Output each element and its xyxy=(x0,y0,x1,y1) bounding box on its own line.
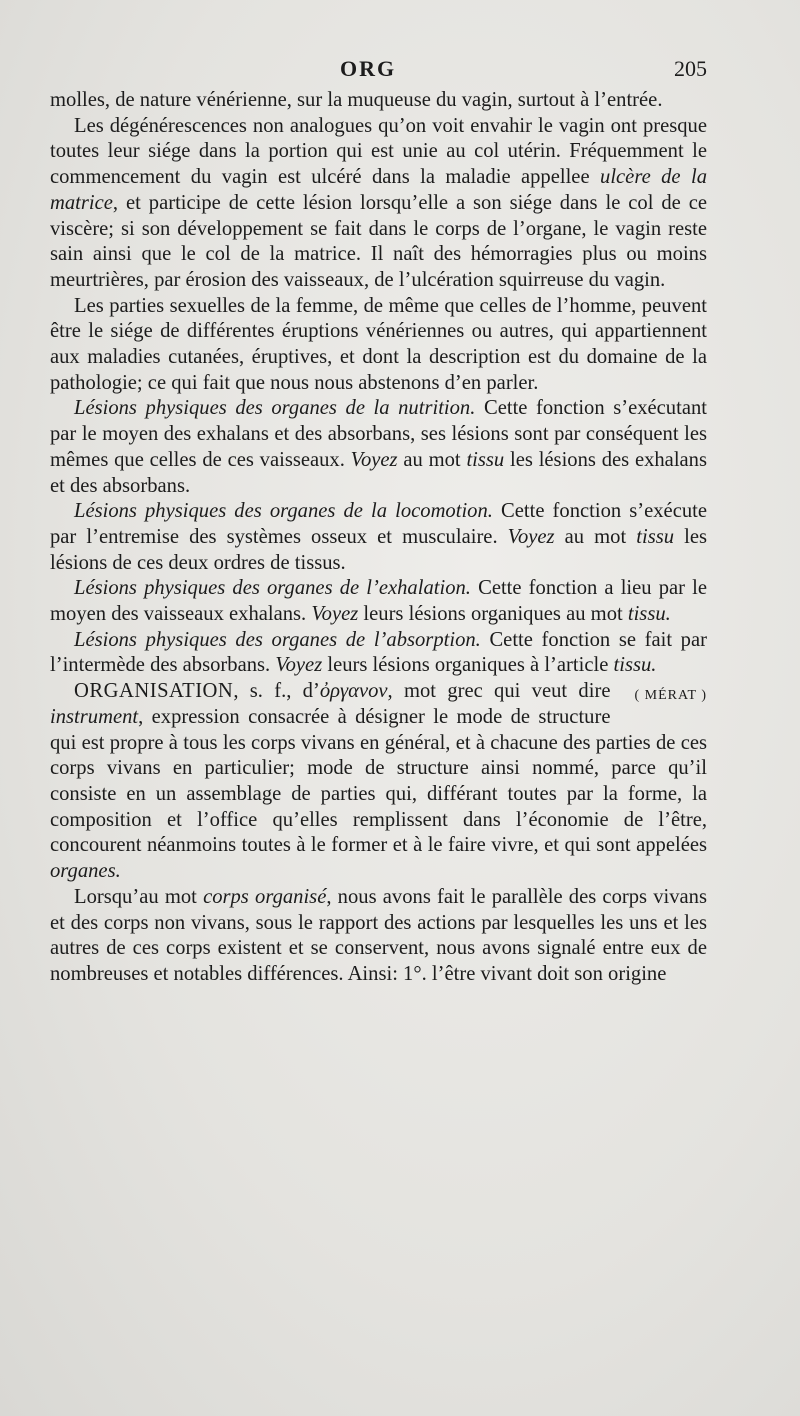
text-run: , expression consacrée à désigner le mode de structure qui est propre à tous les corps vivans en général, et à chacune des parties de ces corps vivans en particulier; mode de structure ainsi nommé, parce qu’il consiste en un assemblage de parties qui, différant toutes par la forme, la composition et l’office qu’elles remplissent dans l’économie de l’être, concourent néanmoins toutes à le former et à le faire vivre, et qui sont appelées xyxy=(50,705,707,857)
book-page xyxy=(50,52,707,988)
section-heading: Lésions physiques des organes de la locomotion. xyxy=(74,500,493,523)
paragraph-lesions-nutrition xyxy=(50,396,707,499)
paragraph-lesions-locomotion xyxy=(50,499,707,576)
paragraph-organisation-entry xyxy=(50,679,707,885)
paragraph-lesions-exhalation xyxy=(50,576,707,627)
text-run: , nous avons fait le parallèle des corps vivans et des corps non vivans, sous le rapport des actions par lesquelles les uns et les autres de ces corps existent et se conservent, nous avons signalé entre eux de nombreuses et notables différences. Ainsi: 1°. l’être vivant doit son origine xyxy=(50,885,707,985)
text-run: Les dégénérescences non analogues qu’on voit envahir le vagin ont presque toutes leur siége dans la portion qui est unie au col utérin. Fréquemment le commencement du vagin est ulcéré dans la maladie appellee xyxy=(50,114,707,189)
cross-reference-term: tissu xyxy=(466,448,505,471)
author-signature: ( MÉRAT ) xyxy=(634,688,707,704)
cross-reference: Voyez xyxy=(275,654,323,677)
italic-term: instrument xyxy=(50,705,139,728)
text-run: , mot grec qui veut dire xyxy=(387,680,611,703)
section-heading: Lésions physiques des organes de l’exhalation. xyxy=(74,577,471,600)
text-run: les lésions de ces deux ordres de tissus. xyxy=(50,525,707,574)
text-run: leurs lésions organiques au mot xyxy=(358,603,628,626)
blank-page-margin xyxy=(0,1266,800,1416)
text-run: au mot xyxy=(397,448,467,471)
cross-reference: Voyez xyxy=(311,603,359,626)
text-run: , s. f., d’ xyxy=(233,680,320,703)
text-run: Cette fonction s’exécutant par le moyen des exhalans et des absorbans, ses lésions sont par conséquent les mêmes que celles de ces vaisseaux. xyxy=(50,397,707,471)
paragraph-vagin-degenerescences xyxy=(50,114,707,294)
text-run: au mot xyxy=(554,525,637,548)
entry-headword: ORGANISATION xyxy=(74,680,234,703)
running-head xyxy=(50,52,707,88)
cross-reference: Voyez xyxy=(350,448,398,471)
cross-reference-term: tissu. xyxy=(627,603,671,626)
greek-word: ὀργανον xyxy=(319,680,388,703)
section-heading: Lésions physiques des organes de la nutrition. xyxy=(74,397,476,420)
text-run: Cette fonction a lieu par le moyen des vaisseaux exhalans. xyxy=(50,577,707,626)
cross-reference-term: tissu xyxy=(636,525,675,548)
italic-term: corps organisé xyxy=(203,885,327,908)
paragraph-corps-organise xyxy=(50,885,707,988)
paragraph-continuation: molles, de nature vénérienne, sur la muqueuse du vagin, surtout à l’entrée. xyxy=(50,89,663,111)
paragraph-parties-sexuelles: Les parties sexuelles de la femme, de même que celles de l’homme, peuvent être le siége de différentes éruptions vénériennes ou autres, qui appartiennent aux maladies cutanées, éruptives, et dont la description est du domaine de la pathologie; ce qui fait que nous nous abstenons d’en parler. xyxy=(50,294,707,394)
text-run: les lésions des exhalans et des absorbans. xyxy=(50,448,707,497)
text-run: Cette fonction s’exécute par l’entremise des systèmes osseux et musculaire. xyxy=(50,500,707,548)
cross-reference: Voyez xyxy=(507,525,555,548)
italic-term: organes. xyxy=(50,860,121,883)
section-heading: Lésions physiques des organes de l’absorption. xyxy=(74,628,481,651)
page-number: 205 xyxy=(674,56,707,81)
cross-reference-term: tissu. xyxy=(613,654,657,677)
text-run: leurs lésions organiques à l’article xyxy=(322,654,614,677)
text-run: , et participe de cette lésion lorsqu’elle a son siége dans le col de ce viscère; si son développement se fait dans le corps de l’organe, le vagin reste sain ainsi que le col de la matrice. Il naît des hémorragies plus ou moins meurtrières, par érosion des vaisseaux, de l’ulcération squirreuse du vagin. xyxy=(50,191,707,291)
body-text xyxy=(50,88,707,988)
text-run: Cette fonction se fait par l’intermède des absorbans. xyxy=(50,628,707,677)
running-head-word: ORG xyxy=(340,56,397,81)
text-run: Lorsqu’au mot xyxy=(74,885,204,908)
italic-term: ulcère de la matrice xyxy=(50,166,707,214)
